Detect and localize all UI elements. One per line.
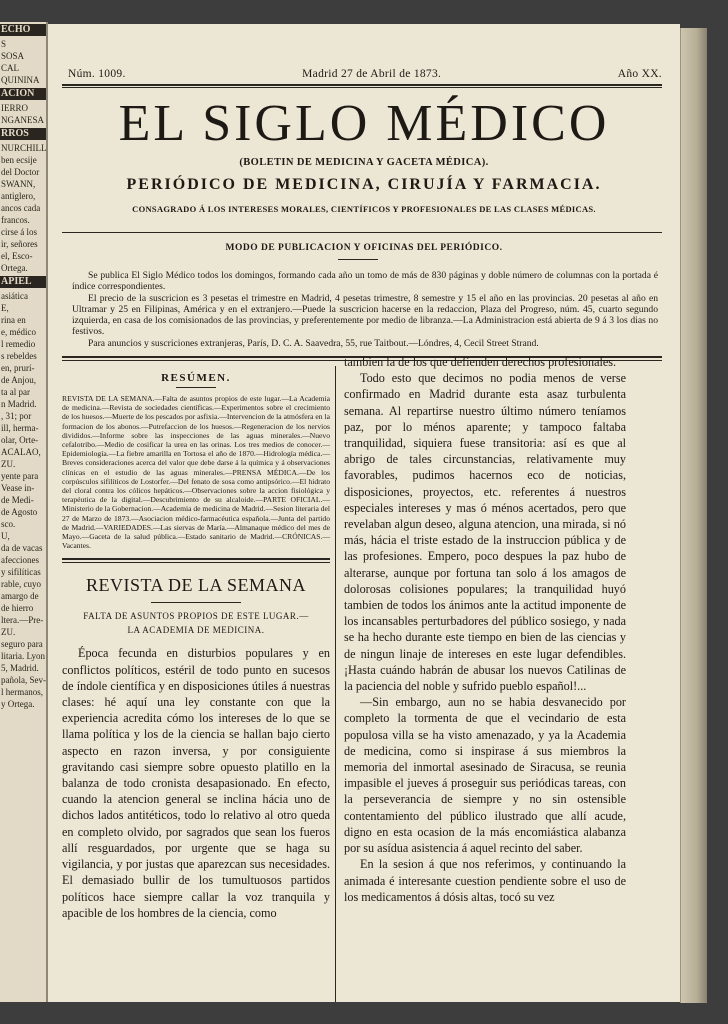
publication-info xyxy=(72,270,658,349)
rule xyxy=(62,84,662,86)
adjacent-page-fragment: litaria. Lyon xyxy=(1,651,45,661)
adjacent-page-fragment: NGANESA xyxy=(1,115,45,125)
left-column xyxy=(62,364,330,1002)
adjacent-page-fragment: QUININA xyxy=(1,75,40,85)
adjacent-page-fragment: ill, herma- xyxy=(1,423,39,433)
adjacent-page-fragment: cirse á los xyxy=(1,227,37,237)
adjacent-page-fragment: afecciones xyxy=(1,555,39,565)
subtitle-periodico: PERIÓDICO DE MEDICINA, CIRUJÍA Y FARMACIA. xyxy=(126,176,602,193)
adjacent-page-fragment: n Madrid. xyxy=(1,399,37,409)
adjacent-page-fragment: asiática xyxy=(1,291,28,301)
adjacent-page-fragment: 5, Madrid. xyxy=(1,663,39,673)
adjacent-page-fragment: l hermanos, xyxy=(1,687,43,697)
article-paragraph: tambien la de los que defienden derechos profesionales. xyxy=(344,355,617,369)
rule xyxy=(176,387,216,388)
article-paragraph: En la sesion á que nos referimos, y continuando la animada é interesante cuestion pendiente sobre el uso de los medicamentos á dósis altas, tocó su vez xyxy=(344,857,626,904)
adjacent-page-edge xyxy=(0,22,48,1002)
adjacent-page-fragment: ir, señores xyxy=(1,239,38,249)
adjacent-page-fragment: del Doctor xyxy=(1,167,40,177)
adjacent-page-fragment: rable, cuyo xyxy=(1,579,41,589)
issue-date: Madrid 27 de Abril de 1873. xyxy=(302,68,442,80)
adjacent-page-fragment: y Ortega. xyxy=(1,699,35,709)
adjacent-page-fragment: sco. xyxy=(1,519,16,529)
adjacent-page-fragment: l remedio xyxy=(1,339,36,349)
issue-year: Año XX. xyxy=(617,68,662,80)
adjacent-page-fragment: U, xyxy=(1,531,10,541)
adjacent-page-fragment: ancos cada xyxy=(1,203,41,213)
adjacent-page-fragment: ACALAO, xyxy=(1,447,41,457)
newspaper-title: EL SIGLO MÉDICO xyxy=(118,95,610,152)
adjacent-page-fragment: ltera.—Pre- xyxy=(1,615,44,625)
rule xyxy=(151,602,241,603)
adjacent-page-fragment: pañola, Sev- xyxy=(1,675,46,685)
article-paragraph: Época fecunda en disturbios populares y en conflictos políticos, estéril de todo punto en sucesos de índole científica y en disposiciones útiles á nuestras clases: hé aquí una ley constante con que la experiencia acredita cómo los intereses de lo que se llama política y los de la ciencia se hallan bajo cierto aspecto en razon inversa, y por consiguiente gravitando casi siempre sobre opuesto platillo en la balanza de todo cronista desapasionado. En efecto, cuando la atencion general se inclina hácia uno de dichos lados antitéticos, todo lo relativo al otro queda en completo olvido, por sagrados que sean los fueros allí resguardados, por urgente que se haga su vigilancia, y por justas que aparezcan sus necesidades. El demasiado bullir de los tumultuosos partidos políticos hace siempre callar la voz tranquila y apacible de los hombres de la ciencia, como xyxy=(62,646,330,920)
adjacent-page-fragment: ZU. xyxy=(1,459,16,469)
rule xyxy=(62,562,330,563)
adjacent-page-fragment: de Anjou, xyxy=(1,375,36,385)
adjacent-page-fragment: ben ecsije xyxy=(1,155,37,165)
adjacent-page-fragment: IERRO xyxy=(1,103,28,113)
adjacent-page-fragment: amargo de xyxy=(1,591,39,601)
adjacent-page-fragment: SWANN, xyxy=(1,179,36,189)
adjacent-page-fragment: APIEL xyxy=(0,276,46,288)
article-body-right xyxy=(344,354,626,905)
adjacent-page-fragment: yente para xyxy=(1,471,39,481)
rule xyxy=(62,558,330,560)
rule xyxy=(62,87,662,88)
resumen-heading: RESÚMEN. xyxy=(161,372,231,384)
subtitle-boletin: (BOLETIN DE MEDICINA Y GACETA MÉDICA). xyxy=(239,157,489,168)
rule xyxy=(338,259,378,260)
adjacent-page-fragment: rina en xyxy=(1,315,26,325)
revista-subheading: FALTA DE ASUNTOS PROPIOS DE ESTE LUGAR.— xyxy=(83,611,309,622)
rule xyxy=(62,232,662,233)
revista-subheading: LA ACADEMIA DE MEDICINA. xyxy=(127,625,265,636)
adjacent-page-fragment: de hierro xyxy=(1,603,34,613)
pub-info-paragraph: Se publica El Siglo Médico todos los domingos, formando cada año un tomo de más de 830 páginas y doble número de columnas con la portada é índice correspondientes. xyxy=(72,270,658,293)
adjacent-page-fragment: Ortega. xyxy=(1,263,28,273)
adjacent-page-fragment: , 31; por xyxy=(1,411,32,421)
right-column xyxy=(344,354,626,1002)
adjacent-page-fragment: ECHO xyxy=(0,24,46,36)
adjacent-page-fragment: de Agosto xyxy=(1,507,38,517)
subtitle-consagrado: CONSAGRADO Á LOS INTERESES MORALES, CIENTÍFICOS Y PROFESIONALES DE LAS CLASES MÉDICAS. xyxy=(132,204,596,214)
masthead-line xyxy=(68,68,662,80)
issue-number: Núm. 1009. xyxy=(68,68,126,80)
adjacent-page-fragment: ACION xyxy=(0,88,46,100)
adjacent-page-fragment: seguro para xyxy=(1,639,43,649)
resumen-summary: REVISTA DE LA SEMANA.—Falta de asuntos propios de este lugar.—La Academia de medicina.—Revista de sociedades científicas.—Experimentos sobre el crecimiento de los huesos.—Muerte de los pescados por asfixia.—Intervencion de la atmósfera en la formacion de los abonos.—Putrefaccion de los huesos.—Regeneracion de los nervios divididos.—Informe sobre las inspecciones de las aguas minerales.—Nuevo cefalotribo.—Medio de cosificar la urea en las orinas. Los tres medios de conocer.—Epidemiología.—La fiebre amarilla en Tortosa el año de 1870.—Hidrología médica.—Breves consideraciones acerca del valor que debe darse á la química y á observaciones clínicas en el estudio de las aguas minerales.—PRENSA MÉDICA.—De los corpúsculos sifilíticos de Lostorfer.—Del fenato de sosa como antipsórico.—El hidrato del cloral contra los cólicos hepáticos.—Observaciones sobre la accion fisiológica y terapéutica de la digital.—Descubrimiento de su alcaloide.—PARTE OFICIAL.—Ministerio de la Gobernacion.—Academia de medicina de Madrid.—Sesion literaria del 27 de Marzo de 1873.—Asociacion médico-farmacéutica española.—Junta del partido de Madrid.—VARIEDADES.—Las siervas de María.—Almanaque médico del mes de Mayo.—Gaceta de la salud pública.—Estado sanitario de Madrid.—CRÓNICAS.—Vacantes. xyxy=(62,394,331,551)
revista-heading: REVISTA DE LA SEMANA xyxy=(85,575,307,596)
column-divider xyxy=(335,366,336,1002)
pub-info-paragraph: Para anuncios y suscriciones extranjeras, París, D. C. A. Saavedra, 55, rue Taitbout.—Lóndres, 4, Cecil Street Strand. xyxy=(88,337,539,349)
adjacent-page-fragment: CAL xyxy=(1,63,19,73)
adjacent-page-fragment: ta al par xyxy=(1,387,30,397)
adjacent-page-fragment: da de vacas xyxy=(1,543,43,553)
adjacent-page-fragment: e, médico xyxy=(1,327,36,337)
adjacent-page-fragment: antiglero, xyxy=(1,191,36,201)
article-body-left xyxy=(62,645,330,920)
adjacent-page-fragment: de Medi- xyxy=(1,495,34,505)
adjacent-page-fragment: en, prurí- xyxy=(1,363,35,373)
adjacent-page-fragment: E, xyxy=(1,303,9,313)
adjacent-page-fragment: y sifilíticas xyxy=(1,567,41,577)
adjacent-page-fragment: S xyxy=(1,39,7,49)
adjacent-page-fragment: SOSA xyxy=(1,51,25,61)
newspaper-page xyxy=(48,24,680,1002)
adjacent-page-fragment: el, Esco- xyxy=(1,251,33,261)
adjacent-page-fragment: olar, Orte- xyxy=(1,435,39,445)
article-paragraph: —Sin embargo, aun no se habia desvanecido por completo la tormenta de que el vecindario de esta populosa villa se ha visto amenazado, y ya la Academia de medicina, como si inspirase á sus miembros la memoria del inmortal asesinado de Siracusa, se reunia impasible el jueves á proseguir sus periódicas tareas, con la perseverancia de siempre y no sin ostensible contentamiento del público ilustrado que allí acude, digno en esta ocasion de la más encomiástica alabanza por su asídua asistencia á aquel recinto del saber. xyxy=(344,695,626,856)
adjacent-page-fragment: NURCHILL xyxy=(1,143,47,153)
adjacent-page-fragment: francos. xyxy=(1,215,30,225)
adjacent-page-fragment: ZU. xyxy=(1,627,16,637)
adjacent-page-fragment: s rebeldes xyxy=(1,351,37,361)
book-page-edges xyxy=(680,28,707,1003)
article-paragraph: Todo esto que decimos no podia menos de verse confirmado en Madrid durante esta asaz turbulenta semana. Al repartirse nuestro último número teníamos paz, por lo ménos aparente; y tampoco faltaba tranquilidad, siquiera fuese transitoria: así es que al abrigo de tales circunstancias, relativamente muy favorables, pudimos hacernos eco de noticias, disposiciones, proyectos, etc. referentes á nuestros especiales intereses y mas ó ménos acertados, pero que revelaban algun deseo, alguna atencion, una mirada, si nó más, hácia el triste estado de la instruccion pública y de las profesiones. Empero, poco despues la paz hubo de alterarse, aunque por fortuna tan solo á los amagos de dolorosas colisiones populares; la tranquilidad huyó tambien de todos los ánimos ante la actitud imponente de los incansables perturbadores del público sosiego, y nada se ha hecho durante este tiempo en bien de las ciencias y de ningun linaje de intereses en este lugar defendibles. ¡Hasta cuándo habrán de abusar los nuevos Catilinas de la paciencia del noble y sufrido pueblo español!... xyxy=(344,371,626,694)
pub-info-paragraph: El precio de la suscricion es 3 pesetas el trimestre en Madrid, 4 pesetas trimestre, 8 semestre y 15 el año en las provincias. 20 pesetas al año en Ultramar y 25 en Filipinas, América y en el extranjero.—Puede la suscricion hacerse en la redaccion, Plaza del Progreso, núm. 45, cuarto segundo izquierda, en casa de los comisionados de las provincias, y preferentemente por medio de libranza.—La Administracion está abierta de 9 á 3 los dias no festivos. xyxy=(72,292,658,338)
adjacent-page-fragment: Vease in- xyxy=(1,483,35,493)
publication-info-heading: MODO DE PUBLICACION Y OFICINAS DEL PERIÓDICO. xyxy=(225,243,503,253)
adjacent-page-fragment: RROS xyxy=(0,128,46,140)
